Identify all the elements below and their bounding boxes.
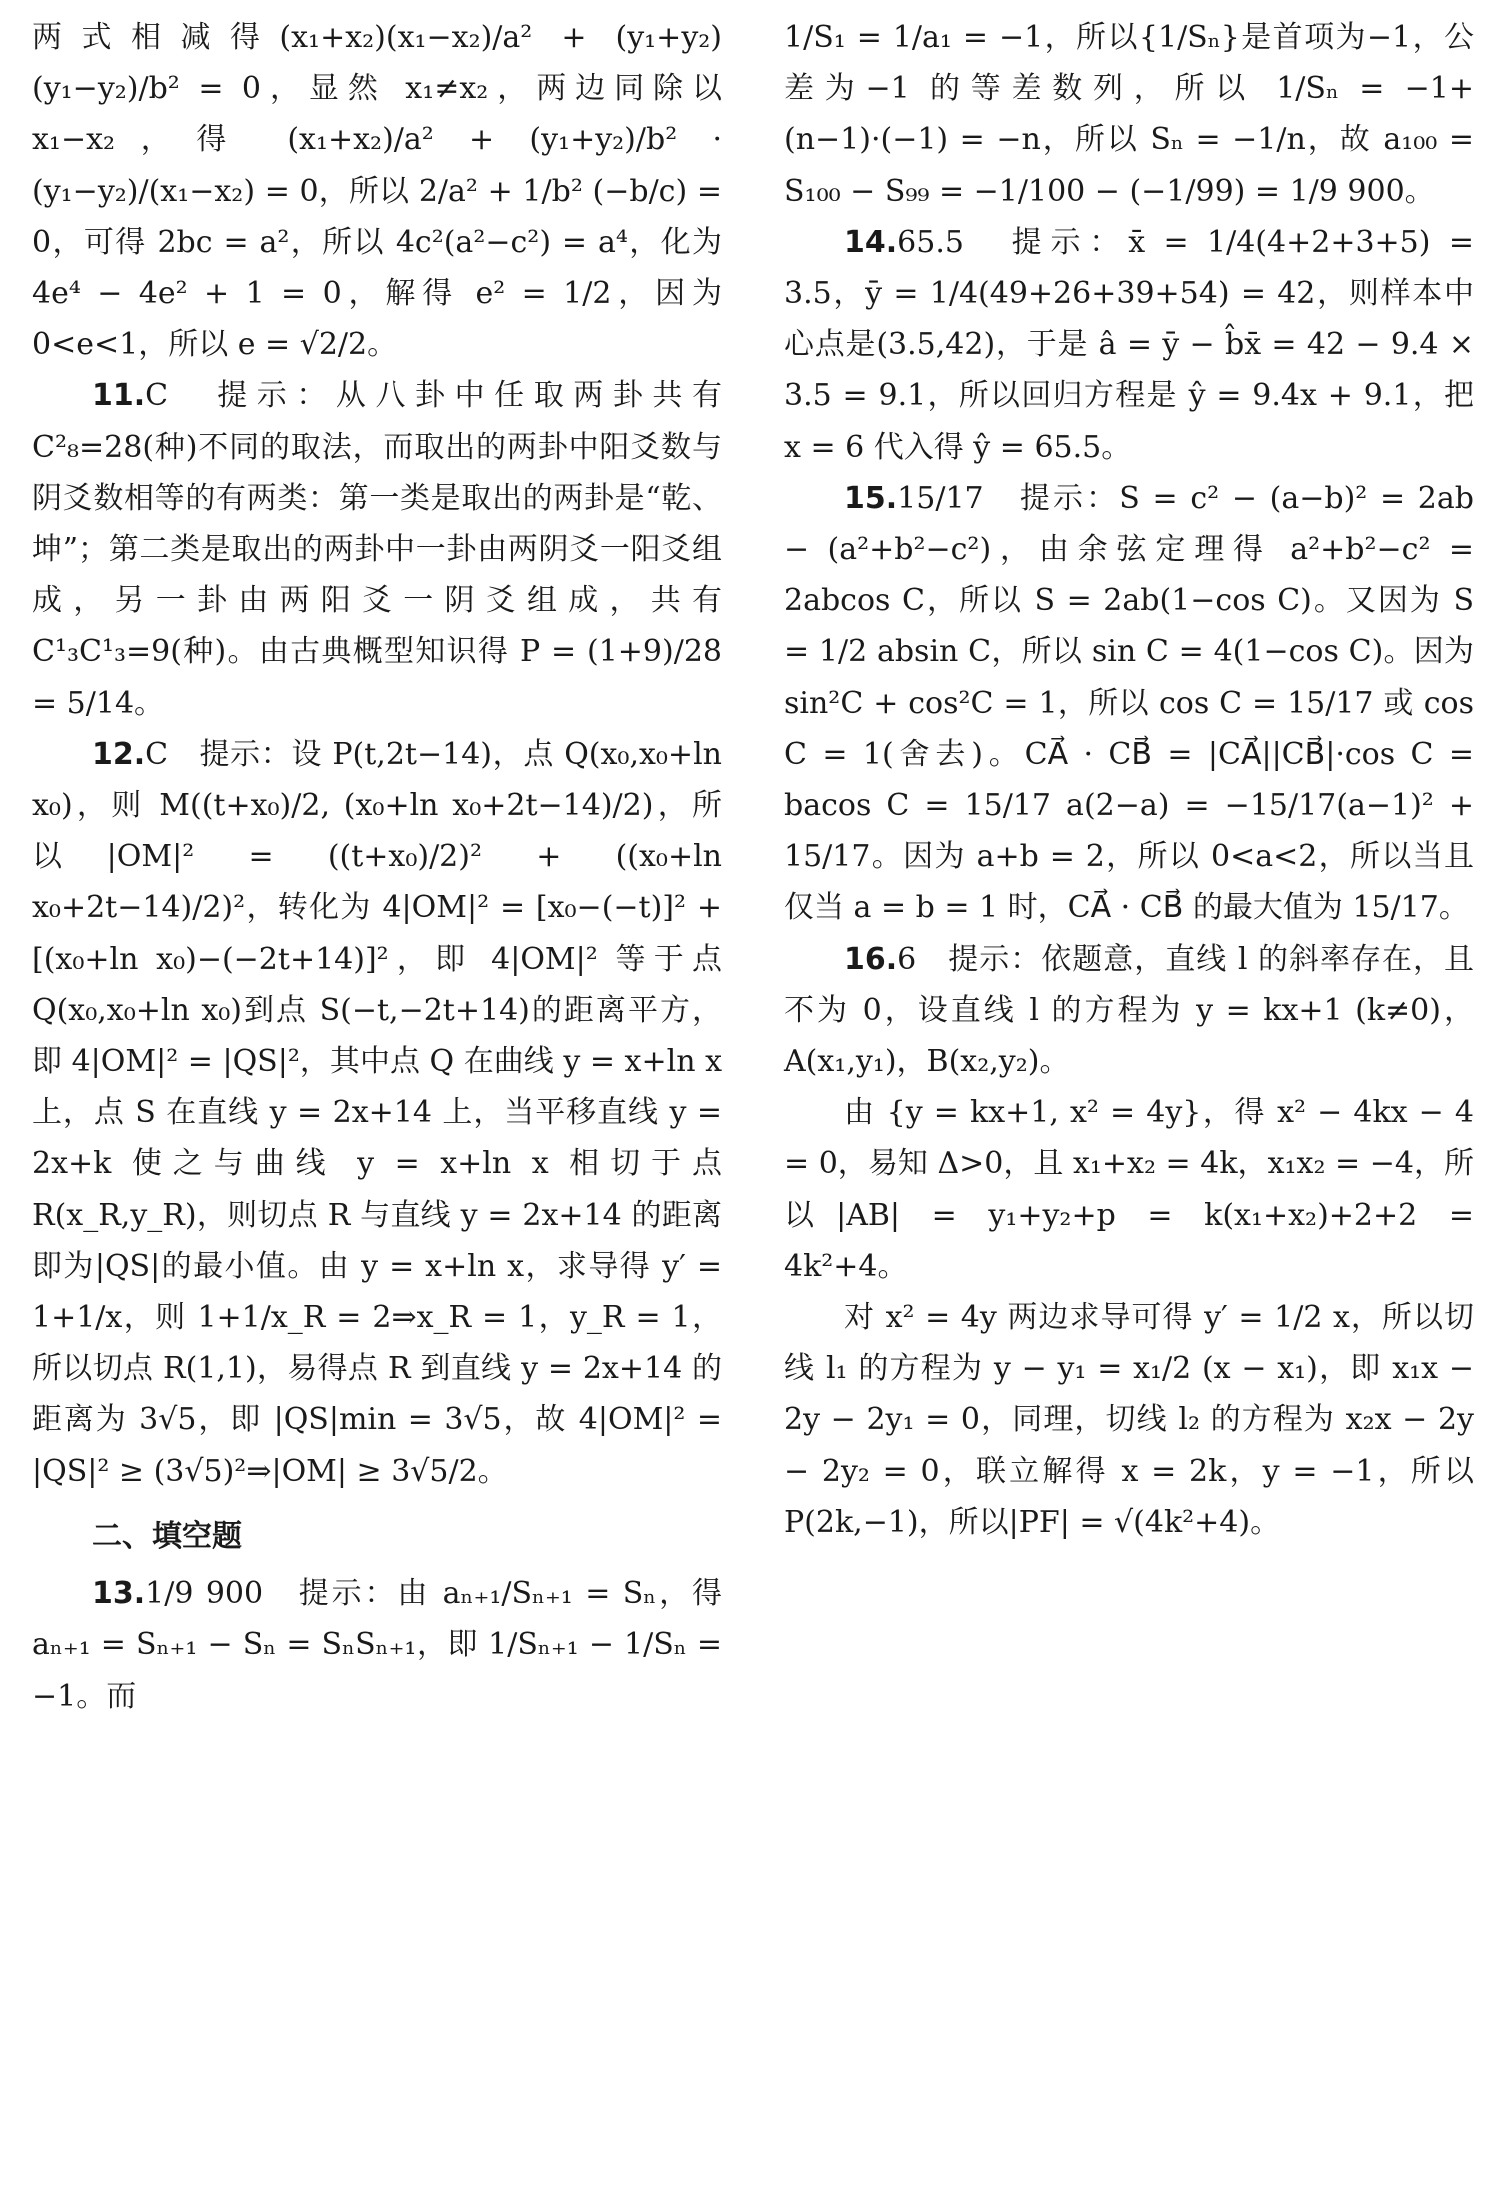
answer-13-number: 13. [92,1576,146,1612]
answer-16-system: 由 {y = kx+1, x² = 4y}，得 x² − 4kx − 4 = 0，易知 Δ>0，且 x₁+x₂ = 4k，x₁x₂ = −4，所以|AB| = y₁+y₂+p = k(x₁+x₂)+2+2 = 4k²+4。 [784,1095,1474,1284]
answer-13 [32,1568,722,1722]
paragraph-ellipse-derivation: 两式相减得(x₁+x₂)(x₁−x₂)/a² + (y₁+y₂)(y₁−y₂)/b² = 0，显然 x₁≠x₂，两边同除以 x₁−x₂，得 (x₁+x₂)/a² + (y₁+y₂)/b² · (y₁−y₂)/(x₁−x₂) = 0，所以 2/a² + 1/b² (−b/c) = 0，可得 2bc = a²，所以 4c²(a²−c²) = a⁴，化为 4e⁴ − 4e² + 1 = 0，解得 e² = 1/2，因为 0<e<1，所以 e = √2/2。 [32,20,722,363]
answer-16-number: 16. [844,941,898,977]
left-column [32,12,722,1722]
right-column [784,12,1474,1548]
answer-13-continued: 1/S₁ = 1/a₁ = −1，所以{1/Sₙ}是首项为−1，公差为−1 的等差数列，所以 1/Sₙ = −1+(n−1)·(−1) = −n，所以 Sₙ = −1/n，故 a₁₀₀ = S₁₀₀ − S₉₉ = −1/100 − (−1/99) = 1/9 900。 [784,20,1474,209]
answer-16-tangent: 对 x² = 4y 两边求导可得 y′ = 1/2 x，所以切线 l₁ 的方程为 y − y₁ = x₁/2 (x − x₁)，即 x₁x − 2y − 2y₁ = 0，同理，切线 l₂ 的方程为 x₂x − 2y − 2y₂ = 0，联立解得 x = 2k，y = −1，所以 P(2k,−1)，所以|PF| = √(4k²+4)。 [784,1300,1474,1540]
answer-14-number: 14. [844,224,898,260]
answer-12 [32,729,722,1497]
section-heading-fill-in: 二、填空题 [92,1518,242,1554]
answer-14-text: 65.5 提示：x̄ = 1/4(4+2+3+5) = 3.5，ȳ = 1/4(49+26+39+54) = 42，则样本中心点是(3.5,42)，于是 â = ȳ − b̂x̄ = 42 − 9.4 × 3.5 = 9.1，所以回归方程是 ŷ = 9.4x + 9.1，把 x = 6 代入得 ŷ = 65.5。 [784,224,1474,465]
answer-11 [32,370,722,728]
answer-15-number: 15. [844,480,898,516]
answer-11-number: 11. [92,378,146,414]
answer-15-text: 15/17 提示：S = c² − (a−b)² = 2ab − (a²+b²−c²)，由余弦定理得 a²+b²−c² = 2abcos C，所以 S = 2ab(1−cos C)。又因为 S = 1/2 absin C，所以 sin C = 4(1−cos C)。因为 sin²C + cos²C = 1，所以 cos C = 15/17 或 cos C = 1(舍去)。CA⃗ · CB⃗ = |CA⃗||CB⃗|·cos C = bacos C = 15/17 a(2−a) = −15/17(a−1)² + 15/17。因为 a+b = 2，所以 0<a<2，所以当且仅当 a = b = 1 时，CA⃗ · CB⃗ 的最大值为 15/17。 [784,480,1474,926]
answer-13-text: 1/9 900 提示：由 aₙ₊₁/Sₙ₊₁ = Sₙ，得 aₙ₊₁ = Sₙ₊₁ − Sₙ = SₙSₙ₊₁，即 1/Sₙ₊₁ − 1/Sₙ = −1。而 [32,1576,722,1714]
answer-11-text: C 提示：从八卦中任取两卦共有 C²₈=28(种)不同的取法，而取出的两卦中阳爻数与阴爻数相等的有两类：第一类是取出的两卦是“乾、坤”；第二类是取出的两卦中一卦由两阴爻一阳爻组成，另一卦由两阳爻一阴爻组成，共有 C¹₃C¹₃=9(种)。由古典概型知识得 P = (1+9)/28 = 5/14。 [32,378,722,721]
answer-16-text: 6 提示：依题意，直线 l 的斜率存在，且不为 0，设直线 l 的方程为 y = kx+1 (k≠0)，A(x₁,y₁)，B(x₂,y₂)。 [784,941,1474,1080]
answer-12-number: 12. [92,736,146,772]
answer-12-text: C 提示：设 P(t,2t−14)，点 Q(x₀,x₀+ln x₀)，则 M((t+x₀)/2, (x₀+ln x₀+2t−14)/2)，所以|OM|² = ((t+x₀)/2)² + ((x₀+ln x₀+2t−14)/2)²，转化为 4|OM|² = [x₀−(−t)]² + [(x₀+ln x₀)−(−2t+14)]²，即 4|OM|² 等于点 Q(x₀,x₀+ln x₀)到点 S(−t,−2t+14)的距离平方，即 4|OM|² = |QS|²，其中点 Q 在曲线 y = x+ln x 上，点 S 在直线 y = 2x+14 上，当平移直线 y = 2x+k 使之与曲线 y = x+ln x 相切于点 R(x_R,y_R)，则切点 R 与直线 y = 2x+14 的距离即为|QS|的最小值。由 y = x+ln x，求导得 y′ = 1+1/x，则 1+1/x_R = 2⇒x_R = 1，y_R = 1，所以切点 R(1,1)，易得点 R 到直线 y = 2x+14 的距离为 3√5，即 |QS|min = 3√5，故 4|OM|² = |QS|² ≥ (3√5)²⇒|OM| ≥ 3√5/2。 [32,736,722,1489]
answer-16 [784,934,1474,1088]
answer-15 [784,473,1474,934]
answer-14 [784,217,1474,473]
